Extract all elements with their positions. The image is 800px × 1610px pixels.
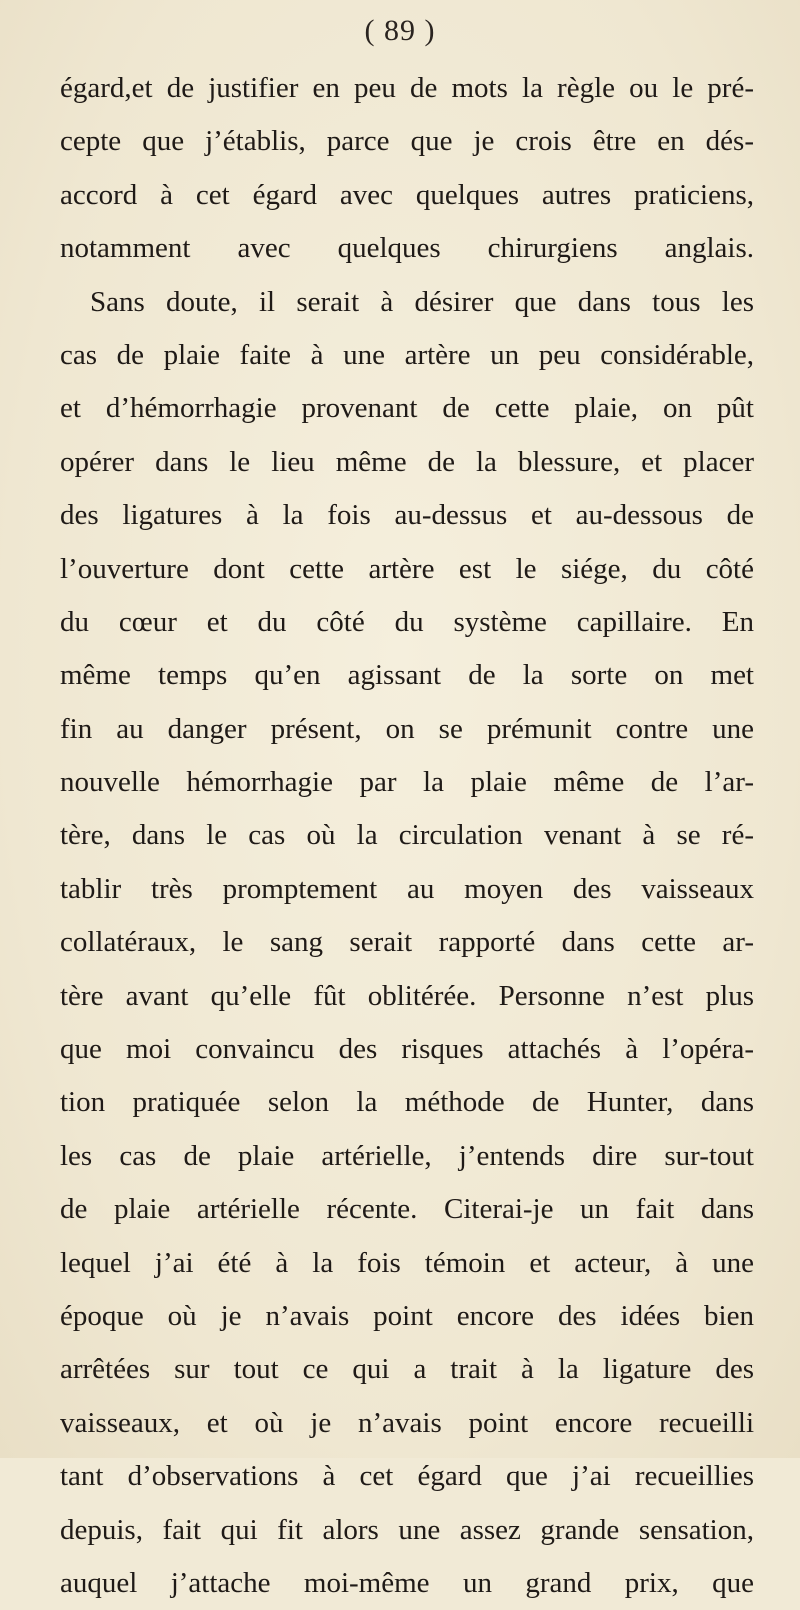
text-line: notamment avec quelques chirurgiens anglais. — [60, 232, 754, 265]
text-line: des ligatures à la fois au-dessus et au-dessous de — [60, 499, 754, 532]
text-line: Sans doute, il serait à désirer que dans tous les — [90, 285, 754, 318]
text-line: cas de plaie faite à une artère un peu considérable, — [60, 338, 754, 371]
text-line: depuis, fait qui fit alors une assez grande sensation, — [60, 1513, 754, 1546]
text-line: du cœur et du côté du système capillaire. En — [60, 605, 754, 638]
text-line: époque où je n’avais point encore des idées bien — [60, 1299, 754, 1332]
text-line: tablir très promptement au moyen des vaisseaux — [60, 872, 754, 905]
text-line: nouvelle hémorrhagie par la plaie même de l’ar- — [60, 766, 754, 799]
text-line: cepte que j’établis, parce que je crois être en dés- — [60, 125, 754, 158]
text-line: même temps qu’en agissant de la sorte on met — [60, 659, 754, 692]
page-number: ( 89 ) — [364, 14, 436, 47]
text-line: tère, dans le cas où la circulation venant à se ré- — [60, 819, 754, 852]
text-line: tion pratiquée selon la méthode de Hunter, dans — [60, 1086, 754, 1119]
text-line: les cas de plaie artérielle, j’entends dire sur-tout — [60, 1139, 754, 1172]
text-line: accord à cet égard avec quelques autres praticiens, — [60, 178, 754, 211]
text-line: de plaie artérielle récente. Citerai-je un fait dans — [60, 1193, 754, 1226]
text-line: fin au danger présent, on se prémunit contre une — [60, 712, 754, 745]
text-line: vaisseaux, et où je n’avais point encore recueilli — [60, 1406, 754, 1439]
text-line: et d’hémorrhagie provenant de cette plaie, on pût — [60, 392, 754, 425]
text-line: tère avant qu’elle fût oblitérée. Personne n’est plus — [60, 979, 754, 1012]
text-line: collatéraux, le sang serait rapporté dans cette ar- — [60, 926, 754, 959]
body-text — [60, 62, 754, 1610]
text-line: que moi convaincu des risques attachés à l’opéra- — [60, 1033, 754, 1066]
text-line: opérer dans le lieu même de la blessure, et placer — [60, 445, 754, 478]
text-line: arrêtées sur tout ce qui a trait à la ligature des — [60, 1353, 754, 1386]
text-line: auquel j’attache moi-même un grand prix, que — [60, 1566, 754, 1599]
text-line: lequel j’ai été à la fois témoin et acteur, à une — [60, 1246, 754, 1279]
text-line: l’ouverture dont cette artère est le siége, du côté — [60, 552, 754, 585]
text-line: égard,et de justifier en peu de mots la règle ou le pré- — [60, 72, 754, 104]
text-line: tant d’observations à cet égard que j’ai recueillies — [60, 1460, 754, 1493]
